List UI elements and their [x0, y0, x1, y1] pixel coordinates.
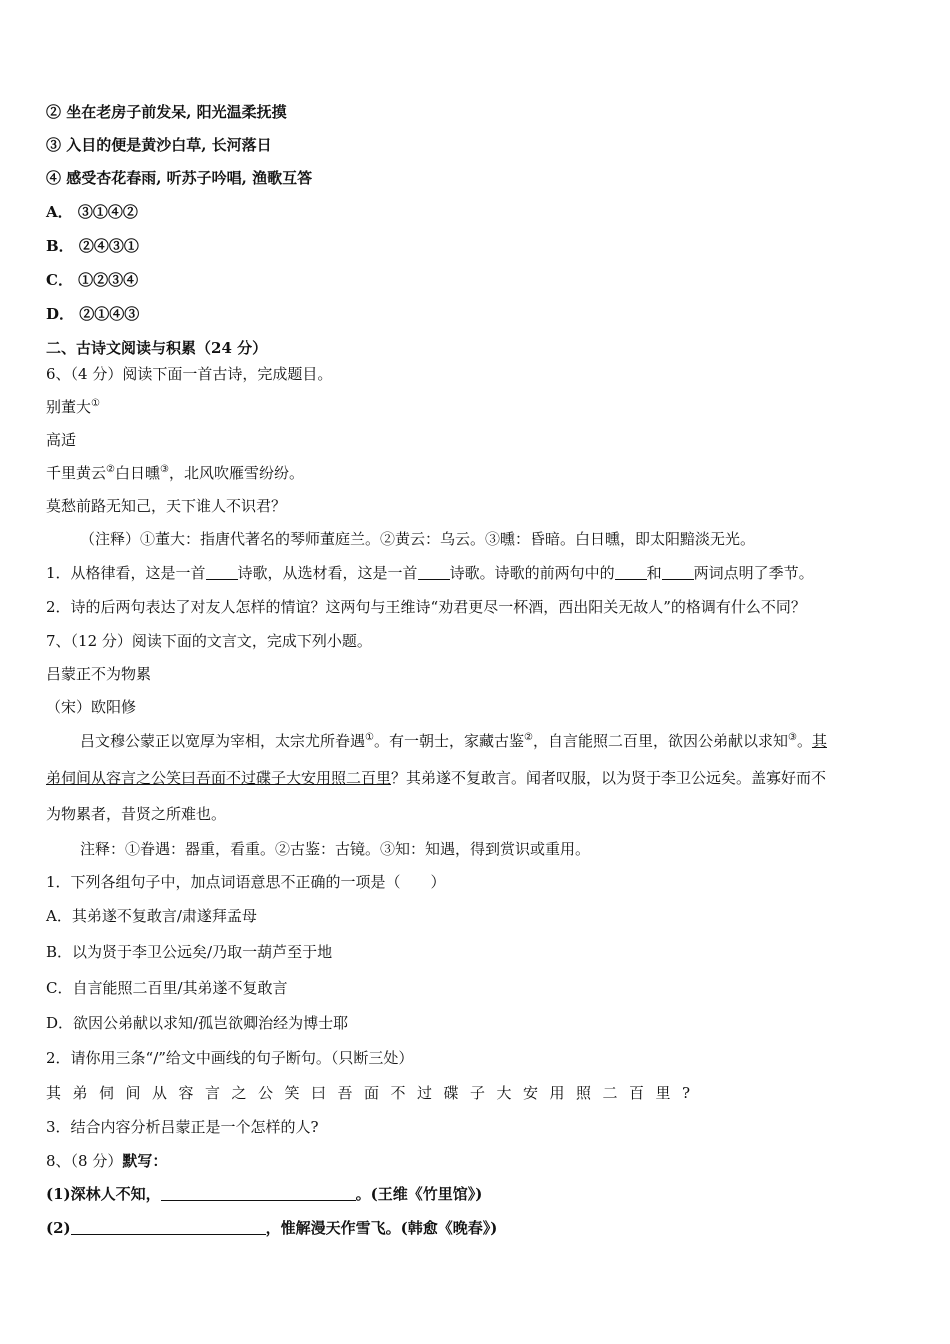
q6-sub1: [46, 563, 814, 583]
passage-note-1: ①: [365, 732, 374, 743]
poem-line-2: 莫愁前路无知己，天下谁人不识君？: [46, 497, 287, 515]
q7-stem: 7、（12 分）阅读下面的文言文，完成下列小题。: [46, 632, 372, 650]
passage-note-2: ②: [524, 732, 533, 743]
choice-c: C． ①②③④: [46, 271, 139, 289]
passage-line-3: 为物累者，昔贤之所难也。: [46, 805, 227, 823]
q7-sub2: 2．请你用三条“/”给文中画线的句子断句。（只断三处）: [46, 1049, 414, 1067]
passage-line-1-part-b: 。有一朝士，家藏古鉴: [373, 732, 524, 750]
passage-note-3: ③: [787, 732, 797, 743]
option-item-2: ② 坐在老房子前发呆, 阳光温柔抚摸: [46, 103, 287, 121]
q6-sub1-part-c: 诗歌。诗歌的前两句中的: [449, 564, 615, 582]
option-item-3: ③ 入目的便是黄沙白草, 长河落日: [46, 136, 272, 154]
text-author: （宋）欧阳修: [46, 698, 137, 716]
text-title: 吕蒙正不为物累: [46, 665, 152, 683]
choice-d: D． ②①④③: [46, 305, 140, 323]
answer-blank[interactable]: [161, 1186, 356, 1201]
q8-line-2-part-b: ，惟解漫天作雪飞。(韩愈《晚春》): [265, 1219, 498, 1237]
poem-annotation: （注释）①董大：指唐代著名的琴师董庭兰。②黄云：乌云。③曛：昏暗。白日曛，即太阳黯淡无光。: [80, 530, 756, 548]
q6-sub2: 2．诗的后两句表达了对友人怎样的情谊？这两句与王维诗“劝君更尽一杯酒，西出阳关无故人”的格调有什么不同？: [46, 598, 806, 616]
q6-sub1-part-d: 和: [646, 564, 662, 582]
q7-option-a: A．其弟遂不复敢言/肃遂拜孟母: [46, 907, 257, 925]
passage-line-1-part-d: 。: [796, 732, 812, 750]
answer-blank[interactable]: [206, 565, 238, 580]
q8-line-2-part-a: (2): [46, 1219, 71, 1237]
passage-line-1-part-a: 吕文穆公蒙正以宽厚为宰相，太宗尤所眷遇: [80, 732, 366, 750]
q7-option-d: D．欲因公弟献以求知/孤岂欲卿治经为博士耶: [46, 1014, 349, 1032]
answer-blank[interactable]: [662, 565, 694, 580]
answer-blank[interactable]: [71, 1220, 266, 1235]
passage-note: 注释：①眷遇：器重，看重。②古鉴：古镜。③知：知遇，得到赏识或重用。: [80, 840, 591, 858]
choice-a: A． ③①④②: [46, 203, 138, 221]
q8-line-1: [46, 1184, 482, 1204]
passage-line-2: [46, 768, 826, 788]
q6-sub1-part-e: 两词点明了季节。: [693, 564, 814, 582]
q8-stem: [46, 1151, 167, 1171]
underlined-sentence-start: 其: [811, 732, 827, 750]
q7-option-b: B．以为贤于李卫公远矣/乃取一葫芦至于地: [46, 943, 333, 961]
q8-stem-label: 默写：: [122, 1152, 168, 1170]
passage-line-2-rest: ？其弟遂不复敢言。闻者叹服，以为贤于李卫公远矣。盖寡好而不: [391, 769, 827, 787]
passage-line-1-part-c: ，自言能照二百里，欲因公弟献以求知: [532, 732, 788, 750]
poem-title-text: 别董大: [46, 398, 92, 416]
poem-line-1-part-a: 千里黄云: [46, 464, 107, 482]
spaced-sentence: 其弟伺间从容言之公笑曰吾面不过碟子大安用照二百里?: [46, 1084, 702, 1102]
option-item-4: ④ 感受杏花春雨, 听苏子吟唱, 渔歌互答: [46, 169, 313, 187]
poem-author: 高适: [46, 431, 77, 449]
choice-b: B． ②④③①: [46, 237, 139, 255]
q6-sub1-part-a: 1．从格律看，这是一首: [46, 564, 206, 582]
q8-line-2: [46, 1218, 497, 1238]
q6-stem: 6、（4 分）阅读下面一首古诗，完成题目。: [46, 365, 333, 383]
poem-line-1-part-c: ，北风吹雁雪纷纷。: [168, 464, 304, 482]
poem-title-note: ①: [91, 398, 100, 409]
poem-note-3: ③: [160, 464, 169, 475]
passage-line-1: [80, 731, 827, 751]
q8-line-1-part-b: 。(王维《竹里馆》): [355, 1185, 483, 1203]
answer-blank[interactable]: [418, 565, 450, 580]
q7-sub1: 1．下列各组句子中，加点词语意思不正确的一项是（ ）: [46, 873, 446, 891]
q6-sub1-part-b: 诗歌，从选材看，这是一首: [237, 564, 418, 582]
q8-stem-score: 8、（8 分）: [46, 1152, 123, 1170]
q8-line-1-part-a: (1)深林人不知，: [46, 1185, 161, 1203]
q7-sub3: 3．结合内容分析吕蒙正是一个怎样的人?: [46, 1118, 319, 1136]
poem-line-1: [46, 463, 304, 483]
section-title: 二、古诗文阅读与积累（24 分）: [46, 339, 268, 357]
poem-note-2: ②: [106, 464, 115, 475]
underlined-sentence: 弟伺间从容言之公笑曰吾面不过碟子大安用照二百里: [46, 769, 392, 787]
q7-option-c: C．自言能照二百里/其弟遂不复敢言: [46, 979, 288, 997]
poem-line-1-part-b: 白日曛: [114, 464, 160, 482]
answer-blank[interactable]: [615, 565, 647, 580]
poem-title: [46, 397, 100, 417]
